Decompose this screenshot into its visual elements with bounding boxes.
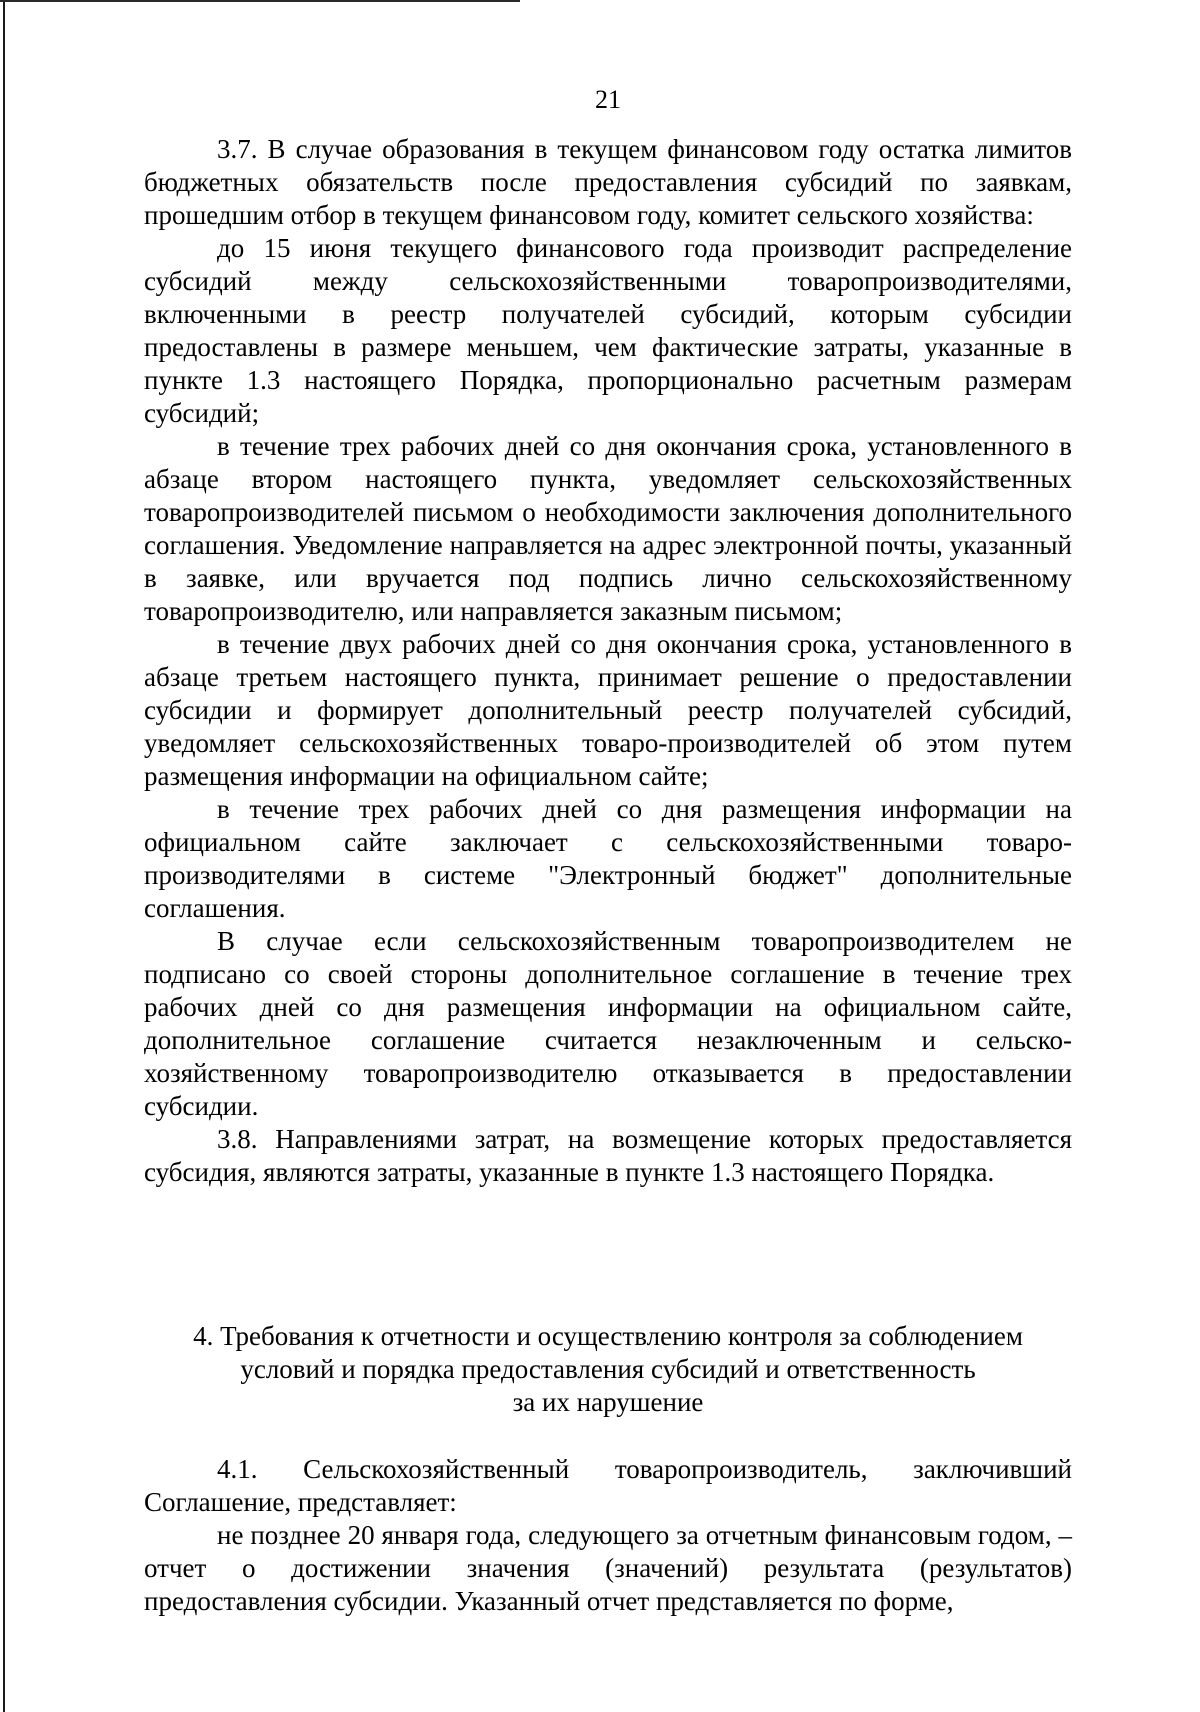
section-4-heading-line: 4. Требования к отчетности и осуществлению контроля за соблюдением: [193, 1321, 1023, 1351]
paragraph-notification: в течение трех рабочих дней со дня окончания срока, установленного в абзаце втором настоящего пункта, уведомляет сельскохозяйственных товаропроизводителей письмом о необходимости заключения дополнительного соглашения. Уведомление направляется на адрес электронной почты, указанный в заявке, или вручается под подпись лично сельскохозяйственному товаропроизводителю, или направляется заказным письмом;: [144, 431, 1072, 626]
paragraph-distribution: до 15 июня текущего финансового года производит распределение субсидий между сельскохозяйственными товаропроизводителями, включенными в реестр получателей субсидий, которым субсидии предоставлены в размере меньшем, чем фактические затраты, указанные в пункте 1.3 настоящего Порядка, пропорционально расчетным размерам субсидий;: [144, 233, 1072, 428]
paragraph-4-1: 4.1. Сельскохозяйственный товаропроизводитель, заключивший Соглашение, представляет:: [144, 1454, 1072, 1517]
paragraph-3-7: 3.7. В случае образования в текущем финансовом году остатка лимитов бюджетных обязательств после предоставления субсидий по заявкам, прошедшим отбор в текущем финансовом году, комитет сельского хозяйства:: [144, 134, 1072, 230]
section-4-heading-line: условий и порядка предоставления субсидий и ответственность: [240, 1354, 976, 1384]
paragraph-refusal: В случае если сельскохозяйственным товаропроизводителем не подписано со своей стороны дополнительное соглашение в течение трех рабочих дней со дня размещения информации на официальном сайте, дополнительное соглашение считается незаключенным и сельско-хозяйственному товаропроизводителю отказывается в предоставлении субсидии.: [144, 926, 1072, 1121]
scan-border-left: [3, 0, 5, 1712]
paragraph-decision: в течение двух рабочих дней со дня окончания срока, установленного в абзаце третьем настоящего пункта, принимает решение о предоставлении субсидии и формирует дополнительный реестр получателей субсидий, уведомляет сельскохозяйственных товаро-производителей об этом путем размещения информации на официальном сайте;: [144, 629, 1072, 791]
paragraph-3-8: 3.8. Направлениями затрат, на возмещение которых предоставляется субсидия, являются затраты, указанные в пункте 1.3 настоящего Порядка.: [144, 1124, 1072, 1187]
scan-border-top: [0, 0, 520, 2]
section-4-heading: [144, 1320, 1072, 1419]
section-3-body: [144, 133, 1072, 1189]
section-4-heading-line: за их нарушение: [512, 1387, 704, 1417]
paragraph-report: не позднее 20 января года, следующего за отчетным финансовым годом, – отчет о достижении значения (значений) результата (результатов) предоставления субсидии. Указанный отчет представляется по форме,: [144, 1520, 1072, 1616]
section-4-body: [144, 1453, 1072, 1618]
page-number: 21: [595, 85, 621, 114]
paragraph-agreements: в течение трех рабочих дней со дня размещения информации на официальном сайте заключает с сельскохозяйственными товаро-производителями в системе "Электронный бюджет" дополнительные соглашения.: [144, 794, 1072, 923]
